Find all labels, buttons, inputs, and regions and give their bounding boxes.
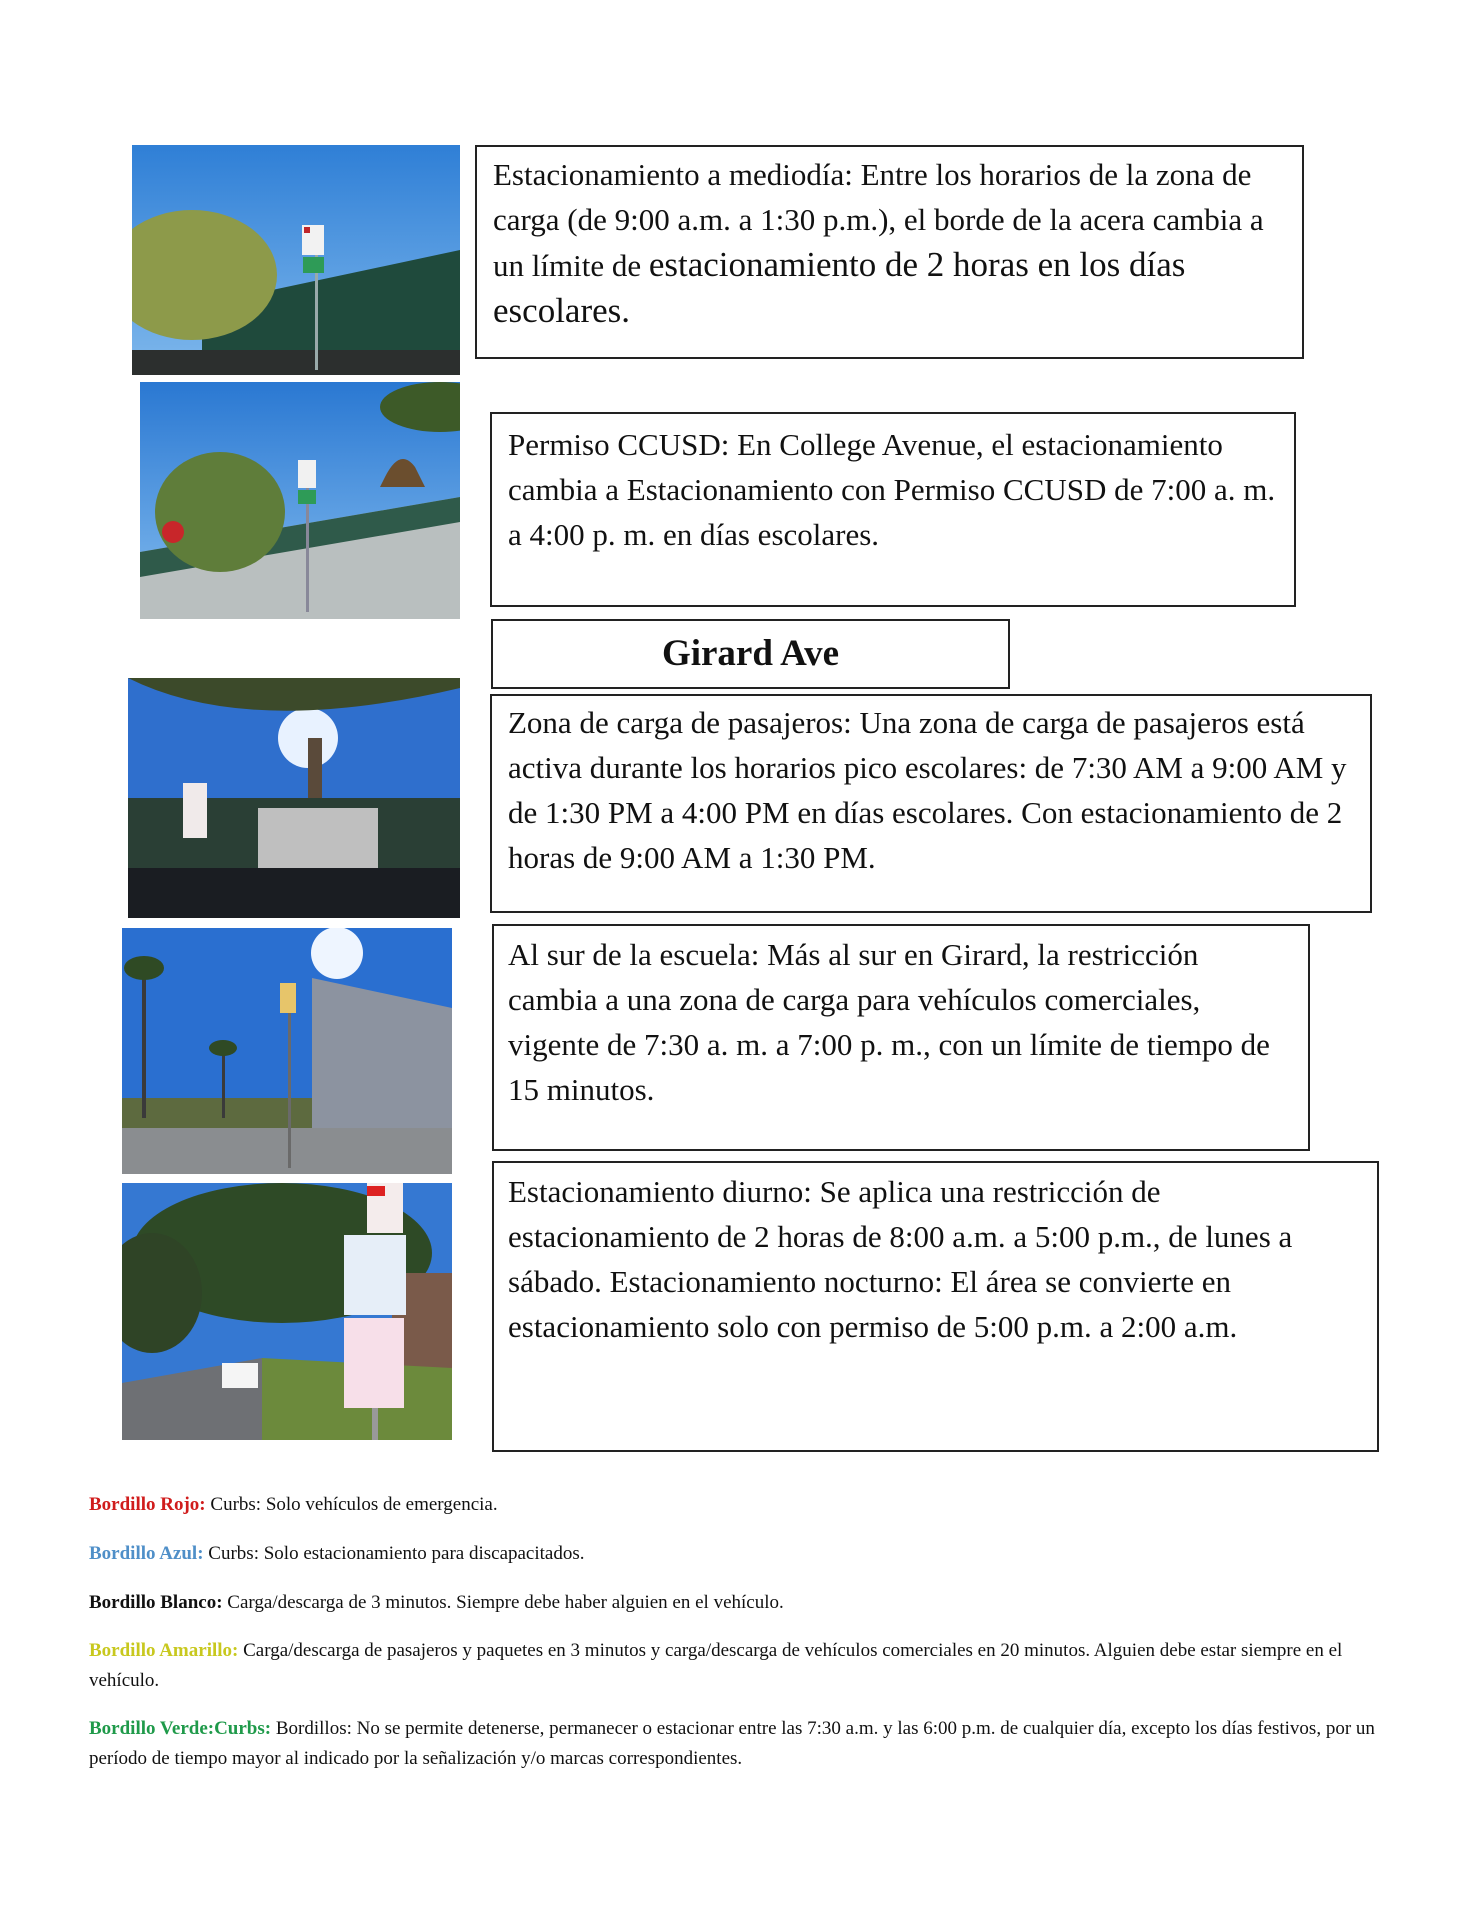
info-box-ccusd-permit <box>490 412 1296 607</box>
info-text-daytime-parking: Estacionamiento diurno: Se aplica una restricción de estacionamiento de 2 horas de 8:00 a.m. a 5:00 p.m., de lunes a sábado. Estacionamiento nocturno: El área se convierte en estacionamiento solo con permiso de 5:00 p.m. a 2:00 a.m. <box>508 1174 1293 1344</box>
info-text-south-of-school: Al sur de la escuela: Más al sur en Girard, la restricción cambia a una zona de carga para vehículos comerciales, vigente de 7:30 a. m. a 7:00 p. m., con un límite de tiempo de 15 minutos. <box>508 937 1270 1107</box>
legend-label-green: Bordillo Verde:Curbs: <box>89 1718 272 1739</box>
info-text-passenger-loading: Zona de carga de pasajeros: Una zona de carga de pasajeros está activa durante los horarios pico escolares: de 7:30 AM a 9:00 AM y de 1:30 PM a 4:00 PM en días escolares. Con estacionamiento de 2 horas de 9:00 AM a 1:30 PM. <box>508 705 1347 875</box>
legend-item-white-curb: Bordillo Blanco: Carga/descarga de 3 minutos. Siempre debe haber alguien en el vehículo. <box>89 1592 784 1613</box>
legend-item-blue-curb: Bordillo Azul: Curbs: Solo estacionamiento para discapacitados. <box>89 1543 585 1564</box>
legend-item-yellow-curb: Bordillo Amarillo: Carga/descarga de pasajeros y paquetes en 3 minutos y carga/descarga de vehículos comerciales en 20 minutos. Alguien debe estar siempre en el vehículo. <box>89 1640 1343 1691</box>
section-heading-girard-ave: Girard Ave <box>491 619 1010 689</box>
info-box-midday-parking <box>475 145 1304 359</box>
legend-label-white: Bordillo Blanco: <box>89 1592 223 1613</box>
photo-street-palms-building <box>122 928 452 1174</box>
legend-label-yellow: Bordillo Amarillo: <box>89 1640 239 1661</box>
info-box-daytime-parking <box>492 1161 1379 1452</box>
legend-item-red-curb: Bordillo Rojo: Curbs: Solo vehículos de emergencia. <box>89 1494 498 1515</box>
legend-label-blue: Bordillo Azul: <box>89 1543 204 1564</box>
info-text-midday-parking: Estacionamiento a mediodía: Entre los horarios de la zona de carga (de 9:00 a.m. a 1:30 p.m.), el borde de la acera cambia a un límite de estacionamiento de 2 horas en los días escolares. <box>493 157 1264 330</box>
photo-street-sign-fence <box>132 145 460 375</box>
legend-label-red: Bordillo Rojo: <box>89 1494 206 1515</box>
photo-parking-signs-street <box>122 1183 452 1440</box>
photo-stop-sign-fence-lion <box>140 382 460 619</box>
legend-item-green-curb: Bordillo Verde:Curbs: Bordillos: No se permite detenerse, permanecer o estacionar entre las 7:30 a.m. y las 6:00 p.m. de cualquier día, excepto los días festivos, por un período de tiempo mayor al indicado por la señalización y/o marcas correspondientes. <box>89 1718 1375 1769</box>
info-box-passenger-loading <box>490 694 1372 913</box>
photo-tree-sun-signs <box>128 678 460 918</box>
info-text-ccusd-permit: Permiso CCUSD: En College Avenue, el estacionamiento cambia a Estacionamiento con Permiso CCUSD de 7:00 a. m. a 4:00 p. m. en días escolares. <box>508 427 1276 552</box>
info-box-south-of-school <box>492 924 1310 1151</box>
